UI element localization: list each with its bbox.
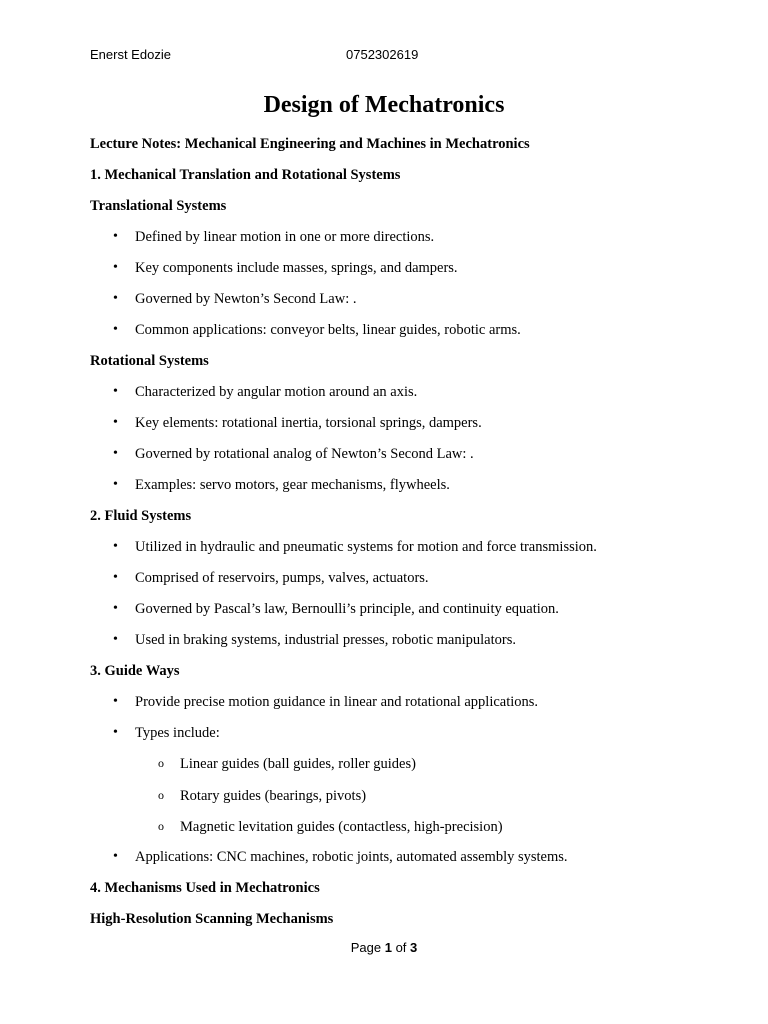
page-header (0, 47, 768, 67)
circle-bullet-icon: o (158, 788, 164, 802)
list-item-text: Used in braking systems, industrial presses, robotic manipulators. (135, 632, 516, 648)
list-item (0, 229, 768, 249)
list-item-text: Governed by Newton’s Second Law: . (135, 291, 357, 307)
list-item (0, 632, 768, 652)
section-3-heading: 3. Guide Ways (90, 663, 180, 679)
list-item (0, 291, 768, 311)
bullet-icon: • (113, 322, 118, 337)
sub-list-item-text: Magnetic levitation guides (contactless, high-precision) (180, 819, 503, 835)
list-item (0, 260, 768, 280)
section-1-heading: 1. Mechanical Translation and Rotational Systems (90, 167, 401, 183)
list-item (0, 322, 768, 342)
bullet-icon: • (113, 539, 118, 554)
bullet-icon: • (113, 632, 118, 647)
bullet-icon: • (113, 725, 118, 740)
sub-list-item-text: Linear guides (ball guides, roller guides) (180, 756, 416, 772)
bullet-icon: • (113, 229, 118, 244)
page-of-label: of (395, 940, 407, 955)
translational-heading: Translational Systems (90, 198, 227, 214)
list-item (0, 477, 768, 497)
list-item (0, 384, 768, 404)
list-item-text: Provide precise motion guidance in linear and rotational applications. (135, 694, 539, 710)
list-item (0, 694, 768, 714)
list-item-text: Characterized by angular motion around an axis. (135, 384, 418, 400)
author-name: Enerst Edozie (90, 47, 171, 62)
bullet-icon: • (113, 260, 118, 275)
lecture-subtitle: Lecture Notes: Mechanical Engineering and Machines in Mechatronics (90, 136, 530, 152)
page-footer (0, 940, 768, 955)
bullet-icon: • (113, 446, 118, 461)
sub-list-item (0, 788, 768, 808)
list-item (0, 415, 768, 435)
bullet-icon: • (113, 384, 118, 399)
total-pages-number: 3 (410, 940, 418, 955)
circle-bullet-icon: o (158, 756, 164, 770)
list-item-text: Types include: (135, 725, 220, 741)
current-page-number: 1 (384, 940, 392, 955)
list-item-text: Defined by linear motion in one or more directions. (135, 229, 435, 245)
bullet-icon: • (113, 601, 118, 616)
list-item-text: Common applications: conveyor belts, linear guides, robotic arms. (135, 322, 521, 338)
section-4-heading: 4. Mechanisms Used in Mechatronics (90, 880, 320, 896)
list-item (0, 601, 768, 621)
list-item (0, 849, 768, 869)
list-item-text: Examples: servo motors, gear mechanisms, flywheels. (135, 477, 450, 493)
list-item-text: Utilized in hydraulic and pneumatic systems for motion and force transmission. (135, 539, 597, 555)
page-label: Page (350, 940, 382, 955)
phone-number: 0752302619 (346, 47, 419, 62)
list-item (0, 725, 768, 745)
rotational-heading: Rotational Systems (90, 353, 209, 369)
sub-list-item (0, 819, 768, 839)
bullet-icon: • (113, 849, 118, 864)
sub-list-item (0, 756, 768, 776)
list-item-text: Governed by Pascal’s law, Bernoulli’s principle, and continuity equation. (135, 601, 559, 617)
sub-list-item-text: Rotary guides (bearings, pivots) (180, 788, 367, 804)
list-item-text: Comprised of reservoirs, pumps, valves, actuators. (135, 570, 429, 586)
document-title: Design of Mechatronics (263, 92, 505, 118)
bullet-icon: • (113, 291, 118, 306)
list-item (0, 446, 768, 466)
bullet-icon: • (113, 477, 118, 492)
list-item-text: Key elements: rotational inertia, torsional springs, dampers. (135, 415, 482, 431)
list-item-text: Key components include masses, springs, and dampers. (135, 260, 458, 276)
section-4-subheading: High-Resolution Scanning Mechanisms (90, 911, 334, 927)
section-2-heading: 2. Fluid Systems (90, 508, 192, 524)
bullet-icon: • (113, 570, 118, 585)
list-item-text: Governed by rotational analog of Newton’s Second Law: . (135, 446, 474, 462)
circle-bullet-icon: o (158, 819, 164, 833)
list-item (0, 539, 768, 559)
list-item (0, 570, 768, 590)
bullet-icon: • (113, 415, 118, 430)
bullet-icon: • (113, 694, 118, 709)
list-item-text: Applications: CNC machines, robotic joints, automated assembly systems. (135, 849, 568, 865)
